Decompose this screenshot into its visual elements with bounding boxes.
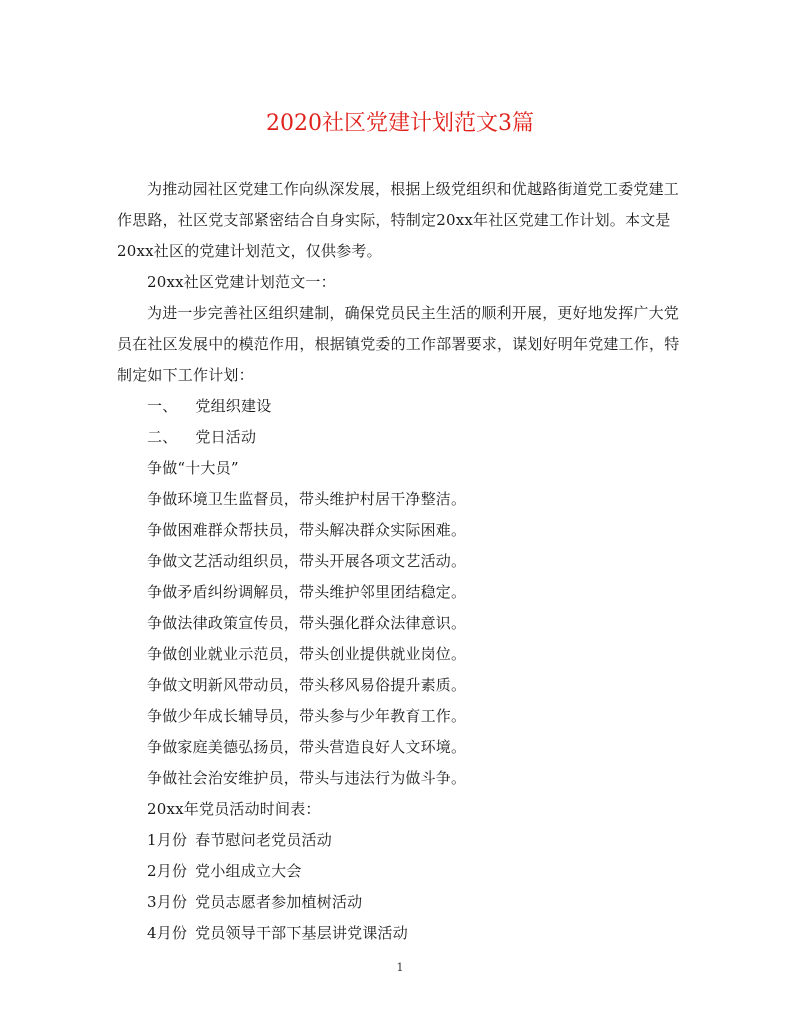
schedule-activity: 党员志愿者参加植树活动 xyxy=(195,893,363,911)
schedule-month: 3月份 xyxy=(147,893,188,911)
schedule-item xyxy=(117,856,685,887)
campaign-item: 争做困难群众帮扶员，带头解决群众实际困难。 xyxy=(147,521,467,539)
campaign-item: 争做环境卫生监督员，带头维护村居干净整洁。 xyxy=(147,490,467,508)
schedule-activity: 党小组成立大会 xyxy=(195,862,302,880)
schedule-activity: 春节慰问老党员活动 xyxy=(195,831,332,849)
document-title: 2020社区党建计划范文3篇 xyxy=(266,111,534,136)
campaign-item: 争做家庭美德弘扬员，带头营造良好人文环境。 xyxy=(147,738,467,756)
schedule-heading: 20xx年党员活动时间表： xyxy=(147,800,321,818)
outline-item xyxy=(117,422,685,453)
schedule-activity: 党员领导干部下基层讲党课活动 xyxy=(195,924,408,942)
document-body xyxy=(117,174,685,949)
section-intro-paragraph: 为进一步完善社区组织建制，确保党员民主生活的顺利开展，更好地发挥广大党员在社区发展中的模范作用，根据镇党委的工作部署要求，谋划好明年党建工作，特制定如下工作计划： xyxy=(117,304,680,384)
outline-number: 二、 xyxy=(147,428,178,446)
campaign-item: 争做矛盾纠纷调解员，带头维护邻里团结稳定。 xyxy=(147,583,467,601)
outline-number: 一、 xyxy=(147,397,178,415)
outline-item xyxy=(117,391,685,422)
campaign-item: 争做社会治安维护员，带头与违法行为做斗争。 xyxy=(147,769,467,787)
campaign-item: 争做创业就业示范员，带头创业提供就业岗位。 xyxy=(147,645,467,663)
schedule-month: 1月份 xyxy=(147,831,188,849)
schedule-item xyxy=(117,887,685,918)
outline-text: 党组织建设 xyxy=(195,397,272,415)
campaign-title: 争做“十大员” xyxy=(147,459,239,477)
section-heading: 20xx社区党建计划范文一： xyxy=(147,273,336,291)
campaign-item: 争做法律政策宣传员，带头强化群众法律意识。 xyxy=(147,614,467,632)
campaign-item: 争做少年成长辅导员，带头参与少年教育工作。 xyxy=(147,707,467,725)
page-number: 1 xyxy=(396,961,404,974)
schedule-month: 4月份 xyxy=(147,924,188,942)
campaign-item: 争做文艺活动组织员，带头开展各项文艺活动。 xyxy=(147,552,467,570)
campaign-item: 争做文明新风带动员，带头移风易俗提升素质。 xyxy=(147,676,467,694)
schedule-item xyxy=(117,825,685,856)
outline-text: 党日活动 xyxy=(195,428,257,446)
intro-paragraph: 为推动园社区党建工作向纵深发展，根据上级党组织和优越路街道党工委党建工作思路，社区党支部紧密结合自身实际，特制定20xx年社区党建工作计划。本文是20xx社区的党建计划范文，仅供参考。 xyxy=(117,180,680,260)
schedule-month: 2月份 xyxy=(147,862,188,880)
schedule-item xyxy=(117,918,685,949)
